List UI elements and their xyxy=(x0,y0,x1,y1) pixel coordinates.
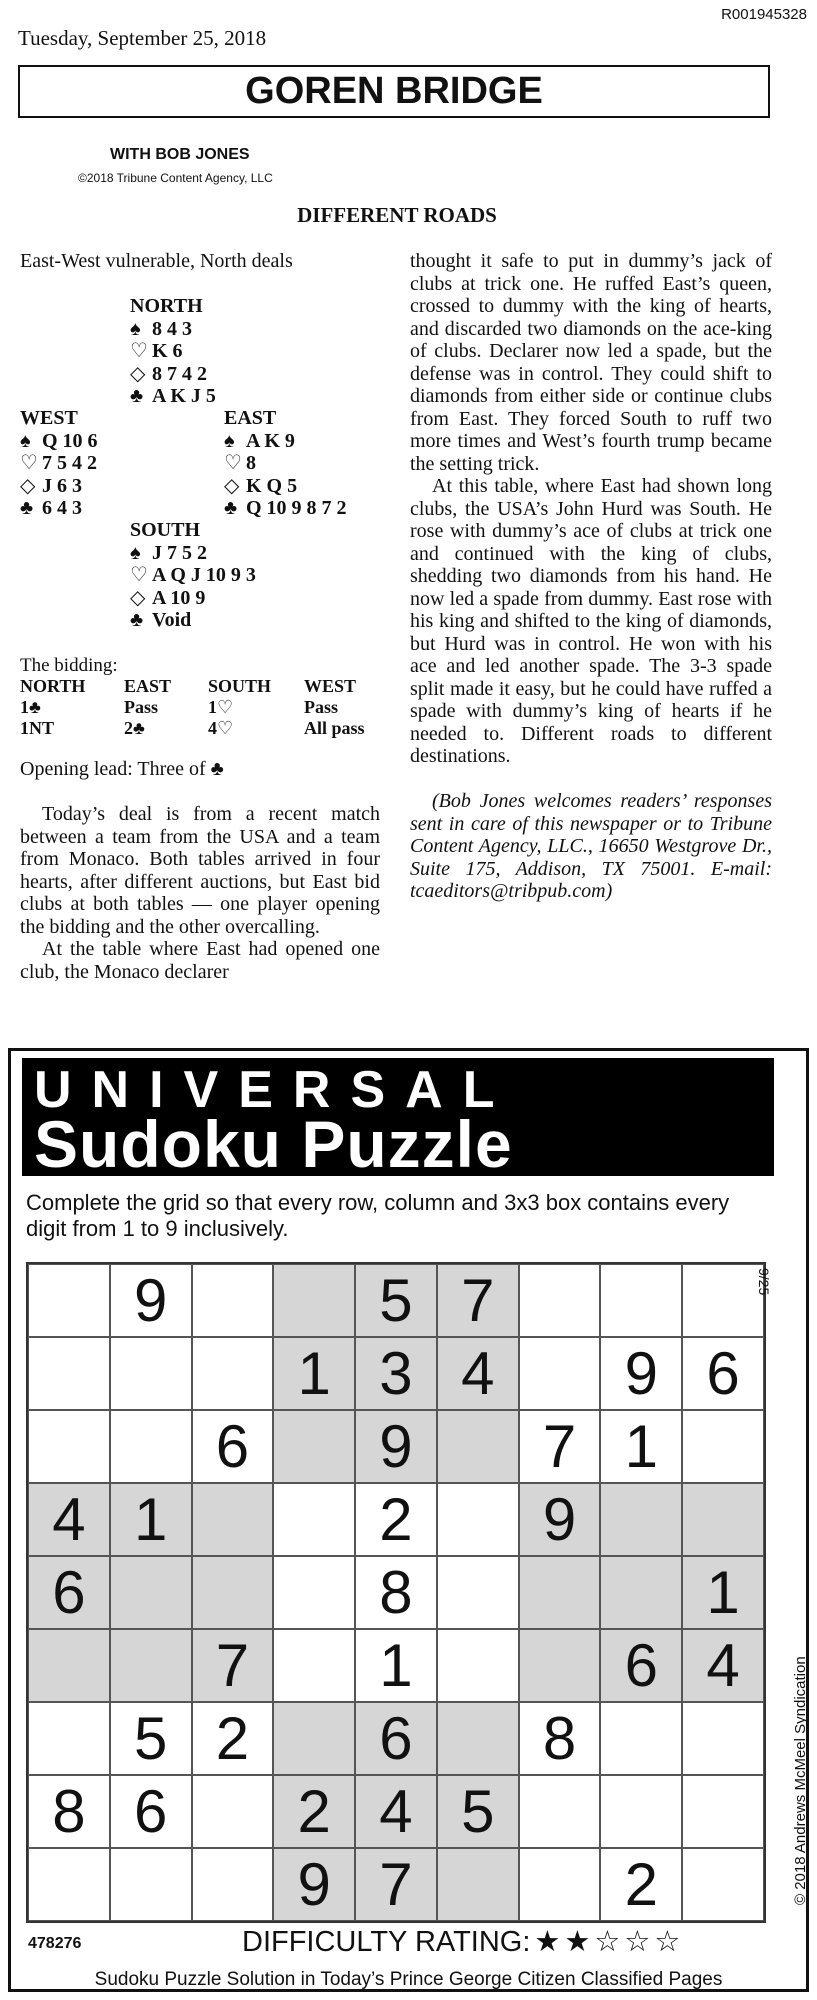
west-hearts: 7 5 4 2 xyxy=(42,452,97,474)
sudoku-cell xyxy=(273,1264,355,1337)
sudoku-cell: 6 xyxy=(28,1556,110,1629)
club-icon: ♣ xyxy=(20,497,34,519)
difficulty-label: DIFFICULTY RATING: xyxy=(242,1926,531,1958)
sudoku-cell xyxy=(192,1775,274,1848)
sudoku-cell xyxy=(192,1848,274,1921)
sudoku-cell xyxy=(192,1337,274,1410)
diamond-icon: ◇ xyxy=(224,474,240,497)
south-hand xyxy=(130,519,256,632)
west-clubs: 6 4 3 xyxy=(42,497,82,519)
sudoku-cell: 2 xyxy=(600,1848,682,1921)
bidding-row xyxy=(20,697,365,718)
banner-universal: UNIVERSAL xyxy=(34,1061,515,1119)
bid: 4♡ xyxy=(208,718,234,738)
article-paragraph: Today’s deal is from a recent match between a team from the USA and a team from Monaco. Both tables arrived in four hearts, after different auctions, but East bid clubs at both tables — one player opening the bidding and the other overcalling. xyxy=(20,803,380,938)
sudoku-cell xyxy=(437,1702,519,1775)
sudoku-cell: 6 xyxy=(600,1629,682,1702)
sudoku-cell: 9 xyxy=(600,1337,682,1410)
sudoku-cell: 8 xyxy=(28,1775,110,1848)
north-diamonds: 8 7 4 2 xyxy=(152,362,207,385)
sudoku-cell xyxy=(600,1264,682,1337)
sudoku-cell: 8 xyxy=(519,1702,601,1775)
south-diamonds: A 10 9 xyxy=(152,586,206,609)
diamond-icon: ◇ xyxy=(130,586,146,609)
spade-icon: ♠ xyxy=(130,541,141,564)
heart-icon: ♡ xyxy=(20,452,38,474)
sudoku-cell xyxy=(600,1775,682,1848)
byline: WITH BOB JONES xyxy=(110,146,250,163)
article-paragraph: thought it safe to put in dummy’s jack of clubs at trick one. He ruffed East’s queen, crossed to dummy with the king of hearts, and discarded two diamonds on the ace-king of clubs. Declarer now led a spade, but the defense was in control. They could shift to diamonds from either side or continue clubs from East. They forced South to ruff two more times and West’s fourth trump became the setting trick. xyxy=(410,250,772,475)
north-hearts: K 6 xyxy=(152,340,183,362)
sudoku-cell xyxy=(273,1556,355,1629)
east-diamonds: K Q 5 xyxy=(246,474,298,497)
sudoku-cell xyxy=(110,1410,192,1483)
sudoku-cell xyxy=(519,1775,601,1848)
sudoku-cell: 5 xyxy=(355,1264,437,1337)
sudoku-cell: 9 xyxy=(519,1483,601,1556)
sudoku-cell: 5 xyxy=(437,1775,519,1848)
sudoku-cell: 7 xyxy=(437,1264,519,1337)
sudoku-cell xyxy=(682,1483,764,1556)
sudoku-cell: 1 xyxy=(110,1483,192,1556)
south-clubs: Void xyxy=(152,609,192,631)
sudoku-cell: 4 xyxy=(355,1775,437,1848)
bidding-table xyxy=(20,676,365,739)
sudoku-cell: 1 xyxy=(682,1556,764,1629)
sudoku-cell: 4 xyxy=(682,1629,764,1702)
sudoku-cell xyxy=(682,1264,764,1337)
column-title-text: GOREN BRIDGE xyxy=(245,70,543,112)
sudoku-cell: 3 xyxy=(355,1337,437,1410)
west-label: WEST xyxy=(20,407,78,429)
diamond-icon: ◇ xyxy=(130,362,146,385)
sudoku-cell: 2 xyxy=(355,1483,437,1556)
sudoku-cell xyxy=(192,1264,274,1337)
heart-icon: ♡ xyxy=(130,340,148,362)
bid: Pass xyxy=(124,697,159,717)
sudoku-cell xyxy=(28,1410,110,1483)
heart-icon: ♡ xyxy=(224,452,242,474)
east-clubs: Q 10 9 8 7 2 xyxy=(246,497,347,519)
empty-star-icon: ☆ xyxy=(654,1926,681,1958)
sudoku-cell xyxy=(682,1848,764,1921)
opening-lead: Opening lead: Three of ♣ xyxy=(20,758,224,780)
bidding-row xyxy=(20,718,365,739)
bid: 1♣ xyxy=(20,697,41,717)
sudoku-cell xyxy=(110,1848,192,1921)
south-hearts: A Q J 10 9 3 xyxy=(152,564,256,586)
right-column xyxy=(410,250,772,903)
heart-icon: ♡ xyxy=(130,564,148,586)
diamond-icon: ◇ xyxy=(20,474,36,497)
bid: 1NT xyxy=(20,718,55,738)
puzzle-id: 478276 xyxy=(28,1935,82,1952)
sudoku-cell xyxy=(682,1702,764,1775)
sudoku-cell xyxy=(110,1556,192,1629)
sudoku-cell: 4 xyxy=(437,1337,519,1410)
sudoku-cell xyxy=(437,1556,519,1629)
bidding-header: SOUTH xyxy=(208,676,272,696)
sudoku-cell xyxy=(437,1483,519,1556)
west-hand xyxy=(20,407,98,520)
bid: 1♡ xyxy=(208,697,234,717)
article-paragraph: At this table, where East had shown long clubs, the USA’s John Hurd was South. He rose with dummy’s ace of clubs at trick one and continued with the king of clubs, shedding two diamonds from his hand. He now led a spade from dummy. East rose with his king and shifted to the king of diamonds, but Hurd was in control. He won with his ace and led another spade. The 3-3 spade split made it easy, but he could have ruffed a spade with dummy’s king of hearts if he needed to. Different roads to different destinations. xyxy=(410,475,772,767)
article-heading: DIFFERENT ROADS xyxy=(297,203,497,227)
difficulty-rating xyxy=(242,1924,680,1959)
sudoku-cell: 1 xyxy=(355,1629,437,1702)
sudoku-cell xyxy=(519,1556,601,1629)
sudoku-cell: 7 xyxy=(355,1848,437,1921)
sudoku-cell xyxy=(28,1629,110,1702)
east-hand xyxy=(224,407,347,520)
sudoku-cell: 8 xyxy=(355,1556,437,1629)
sudoku-cell xyxy=(192,1483,274,1556)
sudoku-cell xyxy=(273,1483,355,1556)
north-hand xyxy=(130,295,216,408)
sudoku-cell xyxy=(273,1629,355,1702)
club-icon: ♣ xyxy=(224,497,238,519)
bidding-header: WEST xyxy=(304,676,357,696)
sudoku-cell xyxy=(110,1629,192,1702)
empty-star-icon: ☆ xyxy=(594,1926,621,1958)
solution-note: Sudoku Puzzle Solution in Today’s Prince George Citizen Classified Pages xyxy=(94,1969,723,1990)
sudoku-cell: 6 xyxy=(192,1410,274,1483)
sudoku-cell xyxy=(110,1337,192,1410)
filled-star-icon: ★ xyxy=(564,1926,591,1958)
sudoku-cell: 9 xyxy=(355,1410,437,1483)
sudoku-cell xyxy=(519,1264,601,1337)
sudoku-cell xyxy=(682,1775,764,1848)
sudoku-cell xyxy=(437,1629,519,1702)
sudoku-cell xyxy=(682,1410,764,1483)
south-spades: J 7 5 2 xyxy=(152,541,207,564)
sudoku-instructions: Complete the grid so that every row, column and 3x3 box contains every digit from 1 to 9 inclusively. xyxy=(26,1190,730,1241)
east-spades: A K 9 xyxy=(246,429,295,452)
club-icon: ♣ xyxy=(130,609,144,631)
sudoku-cell: 6 xyxy=(110,1775,192,1848)
sudoku-cell xyxy=(600,1702,682,1775)
bid: Pass xyxy=(304,697,339,717)
empty-star-icon: ☆ xyxy=(624,1926,651,1958)
sudoku-cell: 1 xyxy=(600,1410,682,1483)
sudoku-cell: 2 xyxy=(273,1775,355,1848)
west-spades: Q 10 6 xyxy=(42,429,98,452)
difficulty-stars xyxy=(530,1926,680,1958)
north-label: NORTH xyxy=(130,295,203,317)
sudoku-cell: 4 xyxy=(28,1483,110,1556)
copyright: ©2018 Tribune Content Agency, LLC xyxy=(78,171,273,185)
bidding-header: NORTH xyxy=(20,676,86,696)
bid: All pass xyxy=(304,718,365,738)
sudoku-grid xyxy=(26,1262,766,1923)
north-clubs: A K J 5 xyxy=(152,385,216,407)
sudoku-cell: 9 xyxy=(273,1848,355,1921)
side-copyright: © 2018 Andrews McMeel Syndication xyxy=(792,1656,809,1905)
left-column-body xyxy=(20,803,380,983)
sudoku-cell xyxy=(273,1410,355,1483)
bidding-header: EAST xyxy=(124,676,172,696)
west-diamonds: J 6 3 xyxy=(42,474,82,497)
spade-icon: ♠ xyxy=(20,429,31,452)
reader-note: (Bob Jones welcomes readers’ responses sent in care of this newspaper or to Tribune Content Agency, LLC., 16650 Westgrove Dr., Suite 175, Addison, TX 75001. E-mail: tcaeditors@tribpub.com) xyxy=(410,790,772,902)
sudoku-cell xyxy=(28,1337,110,1410)
document-code: R001945328 xyxy=(721,6,807,23)
publication-date: Tuesday, September 25, 2018 xyxy=(18,26,267,50)
sudoku-banner xyxy=(22,1058,774,1181)
south-label: SOUTH xyxy=(130,519,201,541)
article-paragraph: At the table where East had opened one club, the Monaco declarer xyxy=(20,938,380,983)
banner-title: Sudoku Puzzle xyxy=(34,1107,513,1181)
sudoku-cell: 1 xyxy=(273,1337,355,1410)
east-hearts: 8 xyxy=(246,452,256,474)
sudoku-cell xyxy=(600,1556,682,1629)
east-label: EAST xyxy=(224,407,277,429)
sudoku-cell xyxy=(192,1556,274,1629)
sudoku-cell xyxy=(519,1848,601,1921)
sudoku-cell xyxy=(519,1337,601,1410)
sudoku-cell: 6 xyxy=(355,1702,437,1775)
club-icon: ♣ xyxy=(130,385,144,407)
bidding-header-row xyxy=(20,676,365,697)
sudoku-cell xyxy=(28,1702,110,1775)
bid: 2♣ xyxy=(124,718,145,738)
sudoku-cell: 9 xyxy=(110,1264,192,1337)
sudoku-cell: 6 xyxy=(682,1337,764,1410)
sudoku-cell xyxy=(519,1629,601,1702)
sudoku-cell: 5 xyxy=(110,1702,192,1775)
deal-intro: East-West vulnerable, North deals xyxy=(20,250,293,272)
north-spades: 8 4 3 xyxy=(152,317,192,340)
spade-icon: ♠ xyxy=(224,429,235,452)
sudoku-cell xyxy=(28,1264,110,1337)
sudoku-cell xyxy=(437,1848,519,1921)
spade-icon: ♠ xyxy=(130,317,141,340)
sudoku-cell xyxy=(600,1483,682,1556)
sudoku-cell: 7 xyxy=(519,1410,601,1483)
sudoku-cell xyxy=(28,1848,110,1921)
filled-star-icon: ★ xyxy=(534,1926,561,1958)
sudoku-cell: 2 xyxy=(192,1702,274,1775)
side-date: 9/25 xyxy=(756,1268,772,1296)
sudoku-cell xyxy=(437,1410,519,1483)
column-title xyxy=(18,65,770,118)
bidding-label: The bidding: xyxy=(20,655,118,676)
sudoku-cell: 7 xyxy=(192,1629,274,1702)
sudoku-cell xyxy=(273,1702,355,1775)
left-column xyxy=(20,250,380,273)
